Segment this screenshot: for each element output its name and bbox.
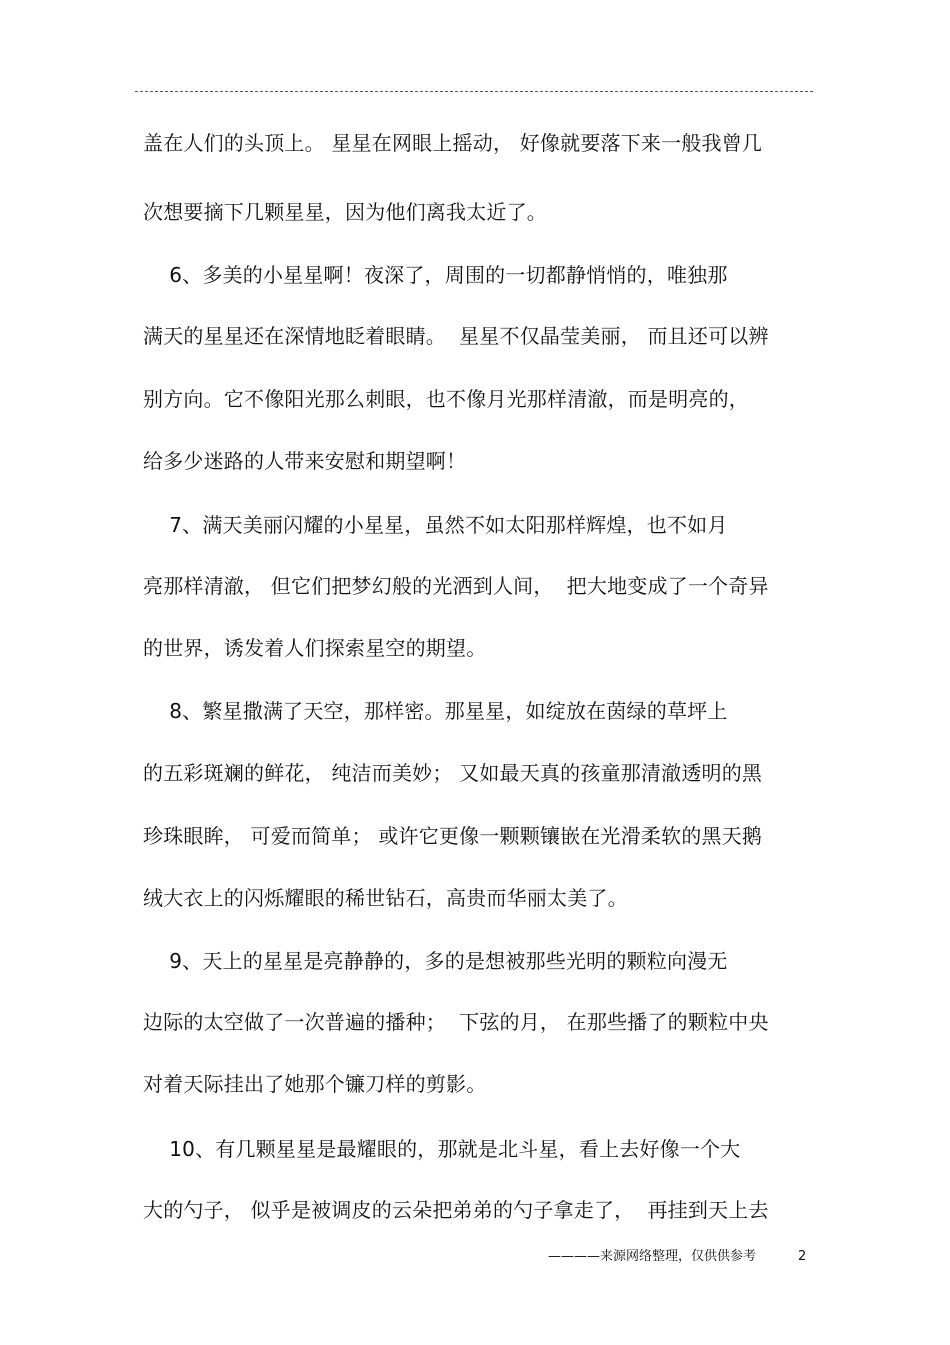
header-divider	[135, 91, 813, 92]
text-line: 9、天上的星星是亮静静的，多的是想被那些光明的颗粒向漫无	[143, 949, 728, 973]
text-line: 7、满天美丽闪耀的小星星，虽然不如太阳那样辉煌，也不如月	[143, 513, 728, 537]
page-number: 2	[798, 1249, 807, 1264]
text-line: 对着天际挂出了她那个镰刀样的剪影。	[143, 1072, 487, 1096]
text-line: 满天的星星还在深情地眨着眼睛。 星星不仅晶莹美丽， 而且还可以辨	[143, 324, 769, 348]
text-line: 绒大衣上的闪烁耀眼的稀世钻石，高贵而华丽太美了。	[143, 886, 628, 910]
text-line: 次想要摘下几颗星星，因为他们离我太近了。	[143, 200, 547, 224]
footer-source-note: ————来源网络整理，仅供供参考	[548, 1249, 757, 1264]
text-line: 别方向。它不像阳光那么刺眼，也不像月光那样清澈，而是明亮的，	[143, 387, 749, 411]
text-line: 6、多美的小星星啊！夜深了，周围的一切都静悄悄的，唯独那	[143, 263, 728, 287]
text-line: 10、有几颗星星是最耀眼的，那就是北斗星，看上去好像一个大	[143, 1137, 741, 1161]
text-line: 8、繁星撒满了天空，那样密。那星星，如绽放在茵绿的草坪上	[143, 699, 728, 723]
text-line: 大的勺子， 似乎是被调皮的云朵把弟弟的勺子拿走了， 再挂到天上去	[143, 1198, 769, 1222]
text-line: 珍珠眼眸， 可爱而简单； 或许它更像一颗颗镶嵌在光滑柔软的黑天鹅	[143, 824, 763, 848]
text-line: 给多少迷路的人带来安慰和期望啊！	[143, 449, 467, 473]
text-line: 的世界，诱发着人们探索星空的期望。	[143, 636, 487, 660]
text-line: 亮那样清澈， 但它们把梦幻般的光洒到人间， 把大地变成了一个奇异	[143, 574, 769, 598]
text-line: 盖在人们的头顶上。 星星在网眼上摇动， 好像就要落下来一般我曾几	[143, 131, 763, 155]
text-line: 边际的太空做了一次普遍的播种； 下弦的月， 在那些播了的颗粒中央	[143, 1010, 769, 1034]
text-line: 的五彩斑斓的鲜花， 纯洁而美妙； 又如最天真的孩童那清澈透明的黑	[143, 761, 763, 785]
